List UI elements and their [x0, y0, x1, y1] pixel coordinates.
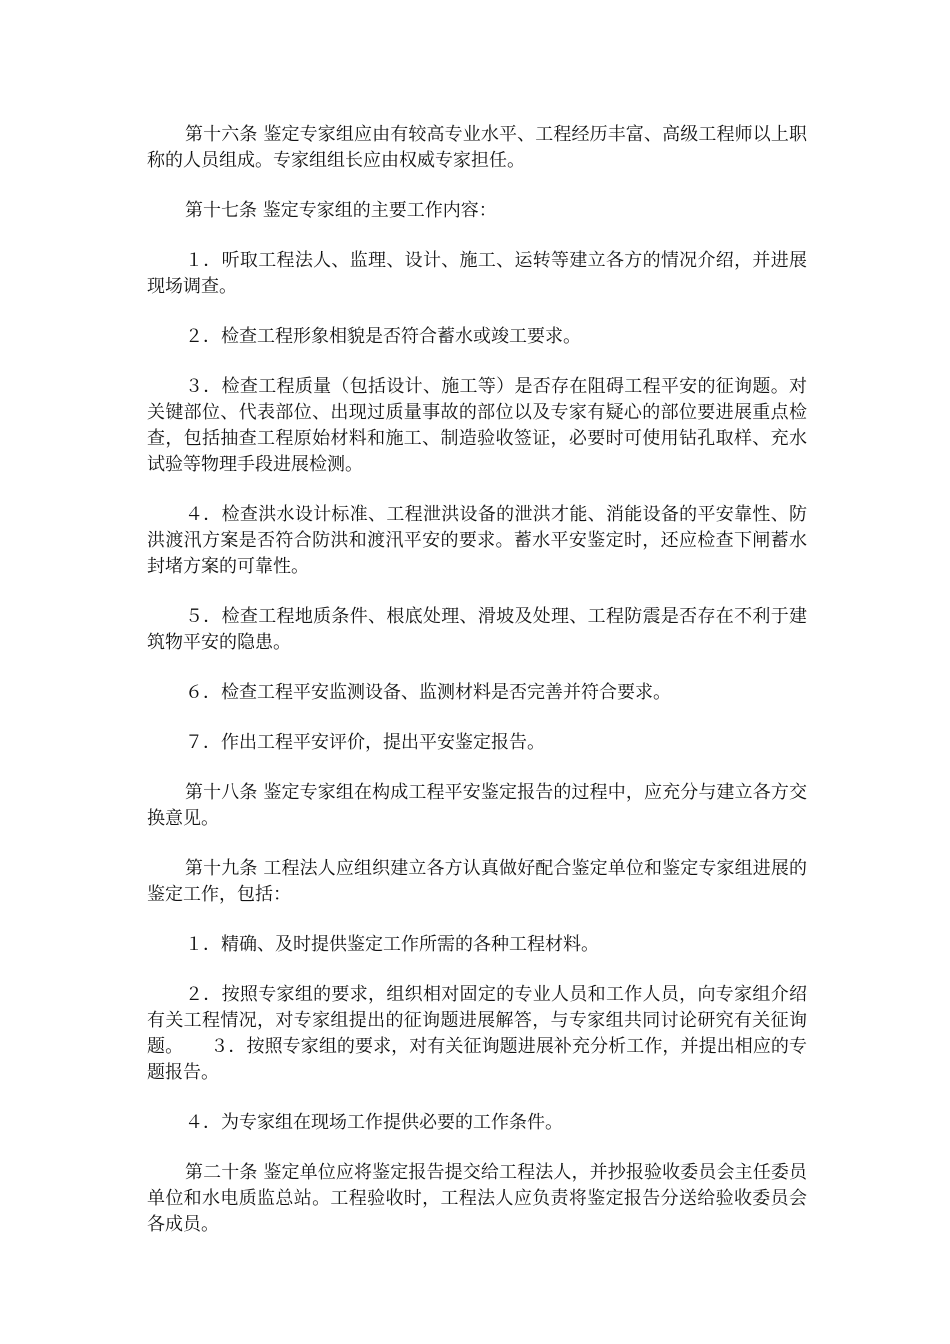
article-18-paragraph: 第十八条 鉴定专家组在构成工程平安鉴定报告的过程中，应充分与建立各方交换意见。	[147, 782, 807, 829]
article-20-paragraph: 第二十条 鉴定单位应将鉴定报告提交给工程法人，并抄报验收委员会主任委员单位和水电质监总站。工程验收时，工程法人应负责将鉴定报告分送给验收委员会各成员。	[147, 1162, 807, 1235]
article-19-item-2-3: ２．按照专家组的要求，组织相对固定的专业人员和工作人员，向专家组介绍有关工程情况，对专家组提出的征询题进展解答，与专家组共同讨论研究有关征询题。 ３．按照专家组的要求，对有关征询题进展补充分析工作，并提出相应的专题报告。	[147, 984, 807, 1083]
article-17-paragraph: 第十七条 鉴定专家组的主要工作内容：	[185, 200, 497, 221]
article-16-paragraph: 第十六条 鉴定专家组应由有较高专业水平、工程经历丰富、高级工程师以上职称的人员组成。专家组组长应由权威专家担任。	[147, 124, 807, 171]
article-17-item-6: ６．检查工程平安监测设备、监测材料是否完善并符合要求。	[185, 682, 671, 703]
article-17-item-5: ５．检查工程地质条件、根底处理、滑坡及处理、工程防震是否存在不利于建筑物平安的隐患。	[147, 606, 807, 653]
article-19-item-4: ４．为专家组在现场工作提供必要的工作条件。	[185, 1112, 563, 1133]
article-17-item-4: ４．检查洪水设计标准、工程泄洪设备的泄洪才能、消能设备的平安靠性、防洪渡汛方案是否符合防洪和渡汛平安的要求。蓄水平安鉴定时，还应检查下闸蓄水封堵方案的可靠性。	[147, 504, 807, 577]
article-19-item-1: １．精确、及时提供鉴定工作所需的各种工程材料。	[185, 934, 599, 955]
article-17-item-1: １．听取工程法人、监理、设计、施工、运转等建立各方的情况介绍，并进展现场调查。	[147, 250, 807, 297]
document-body	[147, 122, 807, 1262]
article-17-item-3: ３．检查工程质量（包括设计、施工等）是否存在阻碍工程平安的征询题。对关键部位、代表部位、出现过质量事故的部位以及专家有疑心的部位要进展重点检查，包括抽查工程原始材料和施工、制造验收签证，必要时可使用钻孔取样、充水试验等物理手段进展检测。	[147, 376, 807, 475]
article-17-item-7: ７．作出工程平安评价，提出平安鉴定报告。	[185, 732, 545, 753]
article-19-paragraph: 第十九条 工程法人应组织建立各方认真做好配合鉴定单位和鉴定专家组进展的鉴定工作，包括：	[147, 858, 807, 905]
article-17-item-2: ２．检查工程形象相貌是否符合蓄水或竣工要求。	[185, 326, 581, 347]
